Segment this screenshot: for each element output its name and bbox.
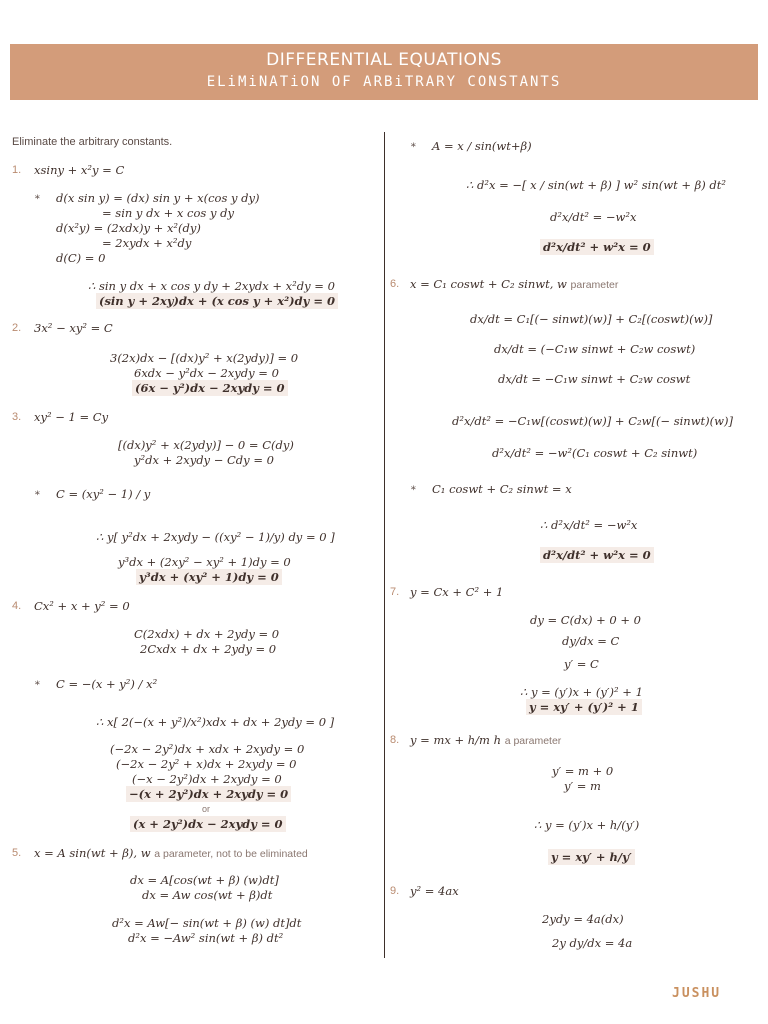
step: ∴ d²x/dt² = −w²x <box>540 518 638 532</box>
step: = 2xydx + x²dy <box>102 236 192 250</box>
problem-number: 5. <box>12 847 22 859</box>
bullet-icon: ∗ <box>410 483 417 494</box>
step: ∴ y = (y′)x + h/(y′) <box>534 818 640 832</box>
problem-number: 6. <box>390 278 400 290</box>
problem-equation: xy² − 1 = Cy <box>34 410 109 424</box>
step: d(x²y) = (2xdx)y + x²(dy) <box>56 221 201 235</box>
problem-equation: Cx² + x + y² = 0 <box>34 599 130 613</box>
final-answer: y = xy′ + h/y′ <box>548 850 635 864</box>
step: d²x/dt² = −C₁w[(coswt)(w)] + C₂w[(− sinwt)(w)] <box>452 414 733 428</box>
step: C = −(x + y²) / x² <box>56 677 158 691</box>
final-answer: (x + 2y²)dx − 2xydy = 0 <box>130 817 286 831</box>
column-divider <box>384 132 385 958</box>
problem-number: 9. <box>390 885 400 897</box>
problem-equation: xsiny + x²y = C <box>34 163 125 177</box>
step: y′ = m <box>564 779 601 793</box>
step: 2y dy/dx = 4a <box>552 936 633 950</box>
problem-equation: 3x² − xy² = C <box>34 321 113 335</box>
bullet-icon: ∗ <box>410 140 417 151</box>
step: 3(2x)dx − [(dx)y² + x(2ydy)] = 0 <box>110 351 299 365</box>
step: (−x − 2y²)dx + 2xydy = 0 <box>132 772 282 786</box>
page-subtitle: ELiMiNATiON OF ARBiTRARY CONSTANTS <box>206 74 562 90</box>
step: d(C) = 0 <box>56 251 106 265</box>
problem-equation: x = C₁ coswt + C₂ sinwt, w parameter <box>410 277 619 291</box>
problem-number: 7. <box>390 586 400 598</box>
bullet-icon: ∗ <box>34 488 41 499</box>
final-answer: (6x − y²)dx − 2xydy = 0 <box>132 381 288 395</box>
step: dx/dt = (−C₁w sinwt + C₂w coswt) <box>494 342 696 356</box>
step: C = (xy² − 1) / y <box>56 487 151 501</box>
problem-number: 1. <box>12 164 22 176</box>
step: d²x = −Aw² sin(wt + β) dt² <box>128 931 284 945</box>
step: dx/dt = −C₁w sinwt + C₂w coswt <box>498 372 691 386</box>
step: d²x = Aw[− sin(wt + β) (w) dt]dt <box>112 916 302 930</box>
problem-number: 3. <box>12 411 22 423</box>
step: A = x / sin(wt+β) <box>432 139 532 153</box>
problem-number: 2. <box>12 322 22 334</box>
step: y²dx + 2xydy − Cdy = 0 <box>134 453 274 467</box>
step: dx = Aw cos(wt + β)dt <box>142 888 273 902</box>
page-title: DIFFERENTIAL EQUATIONS <box>266 50 502 70</box>
step: y′ = C <box>564 657 599 671</box>
problem-equation: y = mx + h/m h a parameter <box>410 733 562 747</box>
step: 6xdx − y²dx − 2xydy = 0 <box>134 366 279 380</box>
final-answer: d²x/dt² + w²x = 0 <box>540 548 654 562</box>
instructions: Eliminate the arbitrary constants. <box>12 136 173 148</box>
step: d²x/dt² = −w²(C₁ coswt + C₂ sinwt) <box>492 446 698 460</box>
step: ∴ y = (y′)x + (y′)² + 1 <box>520 685 643 699</box>
step: dy = C(dx) + 0 + 0 <box>530 613 641 627</box>
step: d²x/dt² = −w²x <box>550 210 637 224</box>
bullet-icon: ∗ <box>34 678 41 689</box>
problem-equation: y = Cx + C² + 1 <box>410 585 504 599</box>
step: ∴ sin y dx + x cos y dy + 2xydx + x²dy = 0 <box>88 279 335 293</box>
step: 2Cxdx + dx + 2ydy = 0 <box>140 642 277 656</box>
step: y³dx + (2xy² − xy² + 1)dy = 0 <box>118 555 291 569</box>
final-answer: y = xy′ + (y′)² + 1 <box>526 700 642 714</box>
step: (−2x − 2y² + x)dx + 2xydy = 0 <box>116 757 297 771</box>
step: ∴ y[ y²dx + 2xydy − ((xy² − 1)/y) dy = 0 ] <box>96 530 335 544</box>
step: dy/dx = C <box>562 634 620 648</box>
step: 2ydy = 4a(dx) <box>542 912 624 926</box>
final-answer: −(x + 2y²)dx + 2xydy = 0 <box>126 787 291 801</box>
step: dx = A[cos(wt + β) (w)dt] <box>130 873 279 887</box>
step: C(2xdx) + dx + 2ydy = 0 <box>134 627 280 641</box>
step: dx/dt = C₁[(− sinwt)(w)] + C₂[(coswt)(w)] <box>470 312 713 326</box>
step: = sin y dx + x cos y dy <box>102 206 234 220</box>
problem-equation: y² = 4ax <box>410 884 459 898</box>
or-label: or <box>202 804 211 814</box>
author-signature: JUSHU <box>672 986 722 1001</box>
problem-number: 4. <box>12 600 22 612</box>
problem-number: 8. <box>390 734 400 746</box>
step: (−2x − 2y²)dx + xdx + 2xydy = 0 <box>110 742 305 756</box>
header-banner <box>10 44 758 100</box>
step: [(dx)y² + x(2ydy)] − 0 = C(dy) <box>118 438 294 452</box>
bullet-icon: ∗ <box>34 192 41 203</box>
step: ∴ d²x = −[ x / sin(wt + β) ] w² sin(wt + β) dt² <box>466 178 727 192</box>
final-answer: (sin y + 2xy)dx + (x cos y + x²)dy = 0 <box>96 294 338 308</box>
step: ∴ x[ 2(−(x + y²)/x²)xdx + dx + 2ydy = 0 ] <box>96 715 335 729</box>
final-answer: y³dx + (xy² + 1)dy = 0 <box>136 570 282 584</box>
step: C₁ coswt + C₂ sinwt = x <box>432 482 572 496</box>
problem-equation: x = A sin(wt + β), w a parameter, not to be eliminated <box>34 846 308 860</box>
step: y′ = m + 0 <box>552 764 614 778</box>
final-answer: d²x/dt² + w²x = 0 <box>540 240 654 254</box>
step: d(x sin y) = (dx) sin y + x(cos y dy) <box>56 191 260 205</box>
